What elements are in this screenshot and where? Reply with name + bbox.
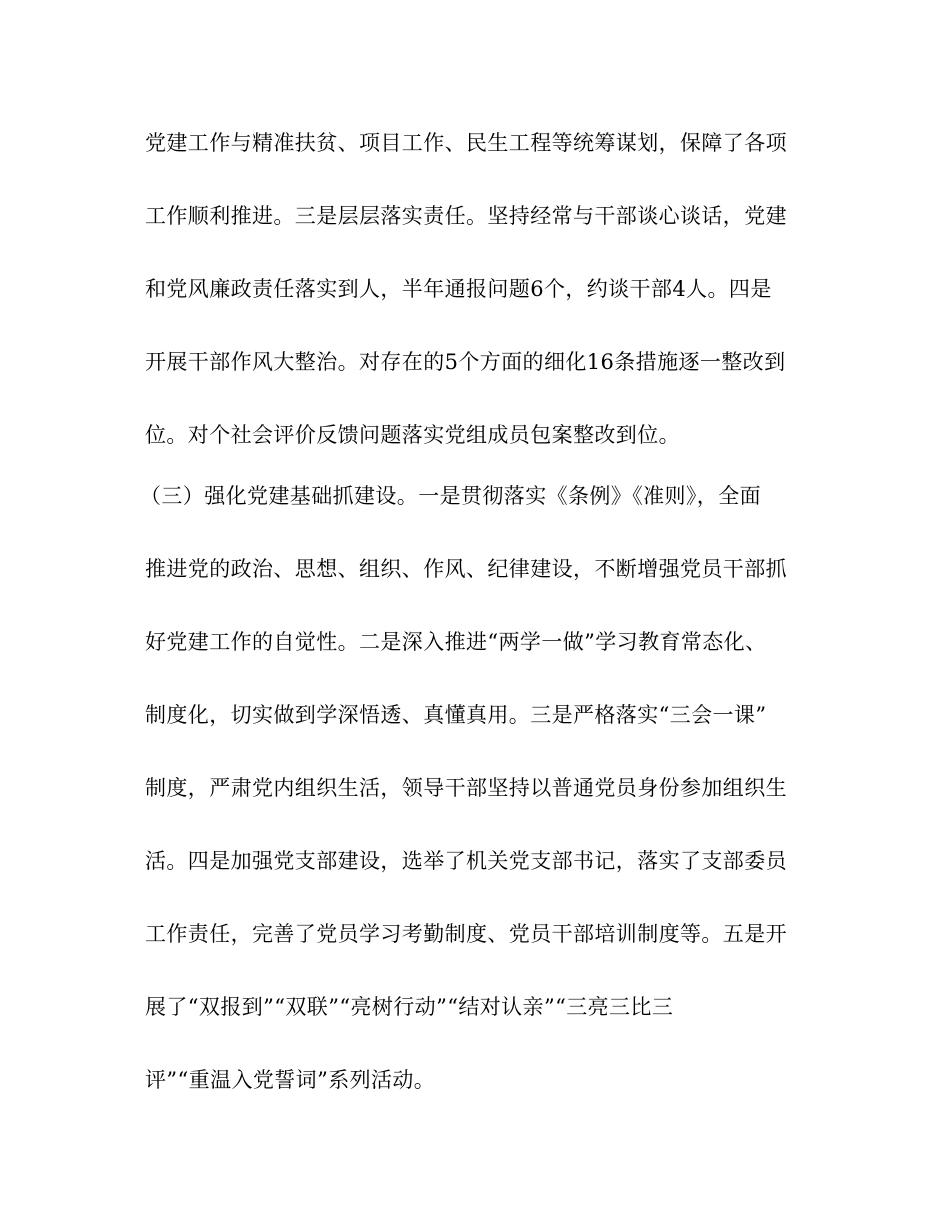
section-heading-line: （三）强化党建基础抓建设。一是贯彻落实《条例》《准则》，全面: [140, 484, 761, 508]
text-line: 活。四是加强党支部建设，选举了机关党支部书记，落实了支部委员: [145, 849, 787, 873]
text-line: 开展干部作风大整治。对存在的5个方面的细化16条措施逐一整改到: [145, 350, 786, 374]
text-line: 党建工作与精准扶贫、项目工作、民生工程等统筹谋划，保障了各项: [145, 131, 787, 155]
text-line: 推进党的政治、思想、组织、作风、纪律建设，不断增强党员干部抓: [145, 557, 787, 581]
text-line: 和党风廉政责任落实到人，半年通报问题6个，约谈干部4人。四是: [145, 277, 772, 301]
text-line: 工作责任，完善了党员学习考勤制度、党员干部培训制度等。五是开: [145, 922, 787, 946]
text-line: 制度，严肃党内组织生活，领导干部坚持以普通党员身份参加组织生: [145, 776, 787, 800]
text-line: 位。对个社会评价反馈问题落实党组成员包案整改到位。: [145, 423, 680, 447]
text-line: 评”“重温入党誓词”系列活动。: [145, 1068, 436, 1092]
text-line: 工作顺利推进。三是层层落实责任。坚持经常与干部谈心谈话，党建: [145, 204, 787, 228]
text-line: 展了“双报到”“双联”“亮树行动”“结对认亲”“三亮三比三: [145, 995, 674, 1019]
text-line: 好党建工作的自觉性。二是深入推进“两学一做”学习教育常态化、: [145, 630, 767, 654]
text-line: 制度化，切实做到学深悟透、真懂真用。三是严格落实“三会一课”: [145, 703, 767, 727]
